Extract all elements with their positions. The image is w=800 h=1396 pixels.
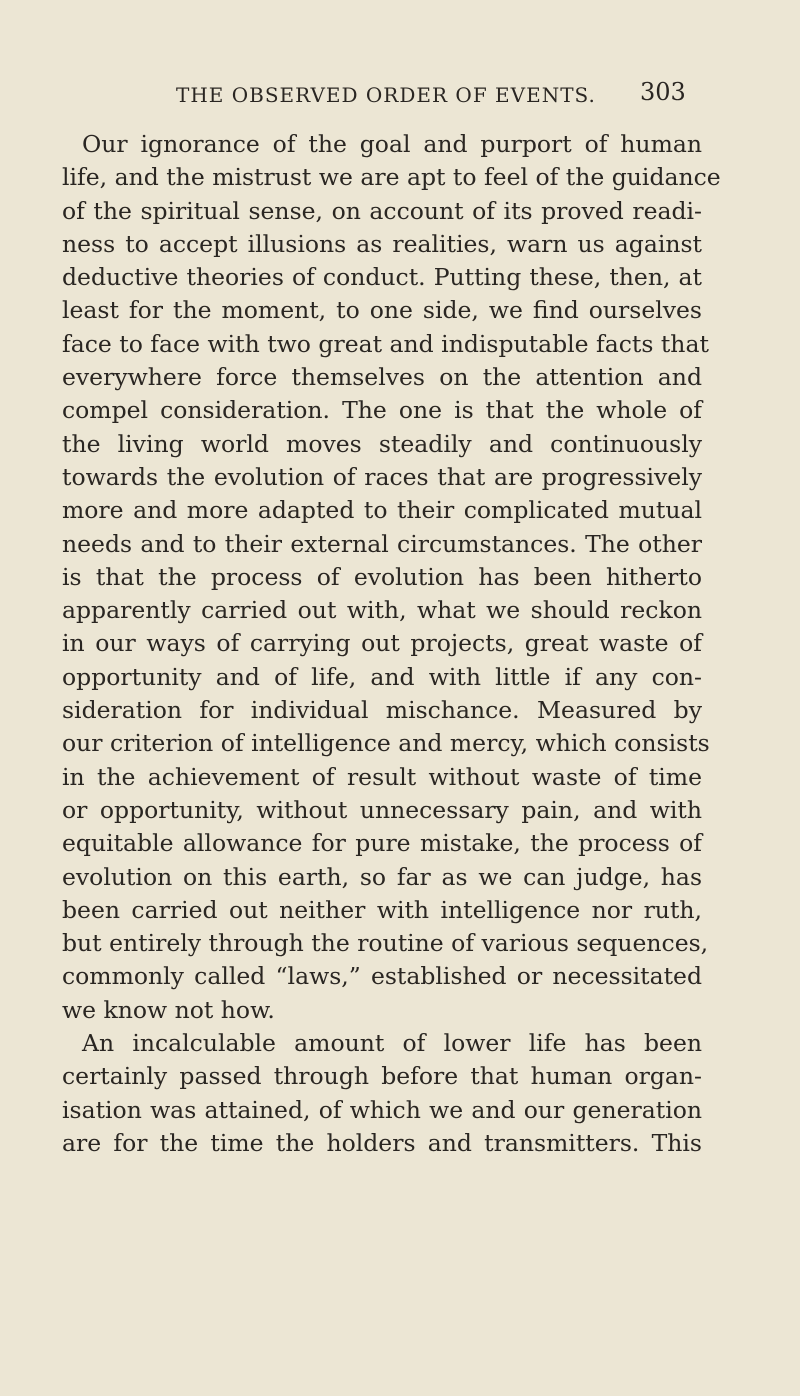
text-line: or opportunity, without unnecessary pain, and with [62, 795, 702, 824]
body-text [62, 128, 721, 1160]
text-line: towards the evolution of races that are progressively [62, 462, 702, 491]
text-line: is that the process of evolution has been hitherto [62, 562, 702, 591]
text-line: needs and to their external circumstances. The other [62, 529, 702, 558]
text-line: everywhere force themselves on the attention and [62, 363, 702, 392]
text-line: of the spiritual sense, on account of its proved readi- [62, 196, 702, 225]
page-number: 303 [640, 78, 686, 106]
text-line: An incalculable amount of lower life has been [82, 1029, 702, 1058]
text-line: apparently carried out with, what we should reckon [62, 596, 702, 625]
text-line: equitable allowance for pure mistake, the process of [62, 829, 702, 858]
text-line: certainly passed through before that human organ- [62, 1062, 702, 1091]
text-line: compel consideration. The one is that the whole of [62, 396, 702, 425]
text-line: been carried out neither with intelligence nor ruth, [62, 895, 702, 924]
text-line: but entirely through the routine of various sequences, [62, 929, 709, 958]
text-line: are for the time the holders and transmitters. This [62, 1128, 702, 1157]
text-line: isation was attained, of which we and our generation [62, 1095, 702, 1124]
text-line: in our ways of carrying out projects, great waste of [62, 629, 702, 658]
text-line: evolution on this earth, so far as we can judge, has [62, 862, 702, 891]
running-title: THE OBSERVED ORDER OF EVENTS. [176, 83, 596, 107]
text-line: opportunity and of life, and with little if any con- [62, 662, 702, 691]
text-line: in the achievement of result without waste of time [62, 762, 702, 791]
text-line: the living world moves steadily and continuously [62, 429, 702, 458]
text-line: sideration for individual mischance. Measured by [62, 696, 702, 725]
text-line: face to face with two great and indisputable facts that [62, 329, 709, 358]
text-line: commonly called “laws,” established or necessitated [62, 962, 702, 991]
text-line: ness to accept illusions as realities, warn us against [62, 229, 702, 258]
text-line: we know not how. [62, 995, 275, 1024]
text-line: Our ignorance of the goal and purport of human [82, 130, 702, 158]
text-line: more and more adapted to their complicated mutual [62, 496, 702, 525]
text-line: deductive theories of conduct. Putting these, then, at [62, 263, 702, 292]
text-line: least for the moment, to one side, we find ourselves [62, 296, 702, 325]
text-line: our criterion of intelligence and mercy, which consists [62, 729, 710, 758]
text-line: life, and the mistrust we are apt to feel of the guidance [62, 163, 721, 192]
